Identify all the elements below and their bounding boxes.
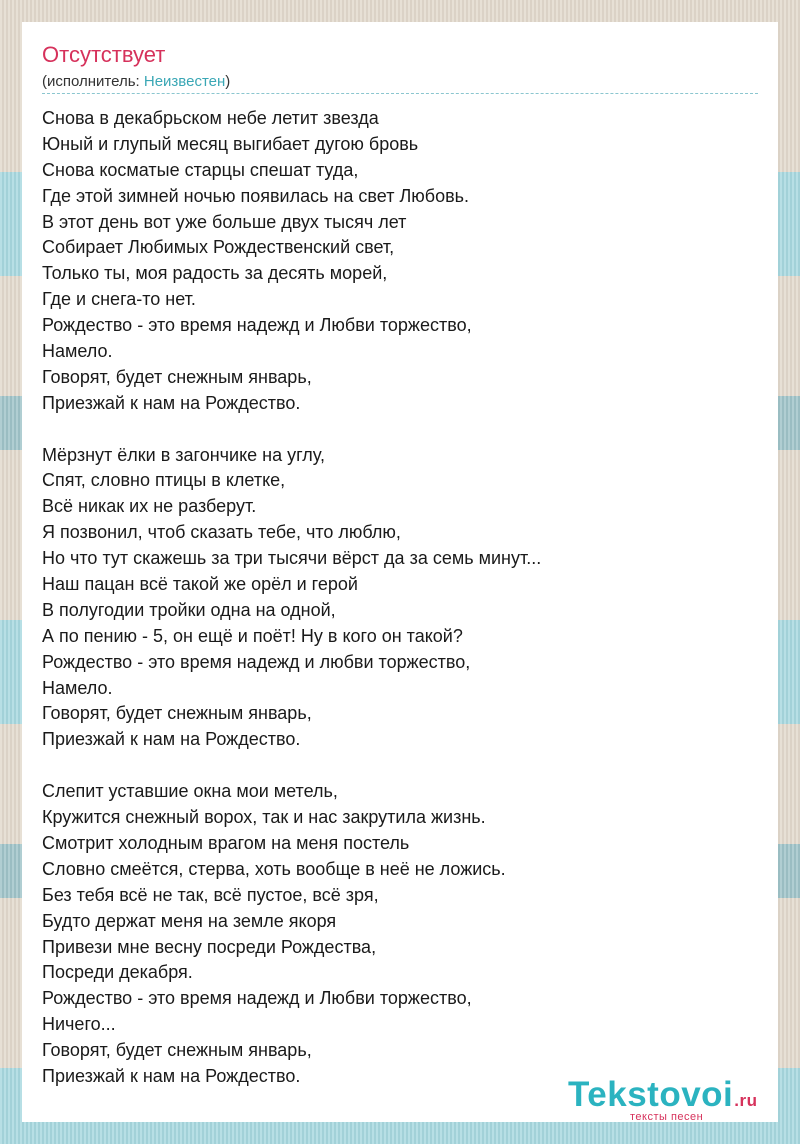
lyric-line: Собирает Любимых Рождественский свет,	[42, 237, 395, 258]
lyric-line: Рождество - это время надежд и Любви торжество,	[42, 315, 472, 336]
lyric-line: Спят, словно птицы в клетке,	[42, 470, 286, 491]
lyrics-card	[22, 22, 778, 1122]
lyric-line: В полугодии тройки одна на одной,	[42, 599, 336, 620]
lyric-line: Кружится снежный ворох, так и нас закрутила жизнь.	[42, 807, 486, 828]
lyric-line: В этот день вот уже больше двух тысяч лет	[42, 211, 407, 232]
lyric-line: Привези мне весну посреди Рождества,	[42, 936, 377, 957]
lyric-line: Говорят, будет снежным январь,	[42, 366, 312, 387]
lyric-line: А по пению - 5, он ещё и поёт! Ну в кого он такой?	[42, 625, 463, 646]
dashed-divider	[42, 93, 758, 94]
logo-domain: .ru	[734, 1091, 758, 1110]
artist-suffix: )	[225, 73, 231, 90]
lyric-line: Говорят, будет снежным январь,	[42, 1040, 312, 1061]
lyric-line: Снова в декабрьском небе летит звезда	[42, 108, 379, 128]
lyric-line: Словно смеётся, стерва, хоть вообще в неё не ложись.	[42, 858, 506, 879]
lyric-line: Только ты, моя радость за десять морей,	[42, 263, 388, 284]
stanza-gap	[42, 753, 762, 779]
lyric-line: Слепит уставшие окна мои метель,	[42, 781, 338, 802]
stanza-gap	[42, 417, 762, 443]
lyric-line: Смотрит холодным врагом на меня постель	[42, 832, 410, 853]
lyric-line: Рождество - это время надежд и любви торжество,	[42, 651, 471, 672]
artist-line	[42, 73, 230, 90]
lyric-line: Всё никак их не разберут.	[42, 496, 257, 517]
artist-link[interactable]: Неизвестен	[143, 73, 226, 90]
lyric-line: Но что тут скажешь за три тысячи вёрст да за семь минут...	[42, 548, 542, 569]
artist-prefix: (исполнитель:	[42, 73, 144, 90]
lyric-line: Где и снега-то нет.	[42, 289, 196, 310]
lyric-line: Намело.	[42, 341, 113, 362]
song-title: Отсутствует	[42, 42, 166, 67]
lyric-line: Где этой зимней ночью появилась на свет Любовь.	[42, 185, 470, 206]
lyric-line: Я позвонил, чтоб сказать тебе, что люблю,	[42, 522, 401, 543]
lyric-line: Наш пацан всё такой же орёл и герой	[42, 574, 358, 595]
logo-name: Tekstovoi	[568, 1075, 734, 1114]
lyric-line: Посреди декабря.	[42, 962, 193, 983]
lyric-line: Мёрзнут ёлки в загончике на углу,	[42, 444, 325, 465]
lyric-line: Снова косматые старцы спешат туда,	[42, 159, 359, 180]
lyric-line: Приезжай к нам на Рождество.	[42, 392, 301, 413]
lyric-line: Приезжай к нам на Рождество.	[42, 729, 301, 750]
lyric-line: Говорят, будет снежным январь,	[42, 703, 312, 724]
lyric-line: Будто держат меня на земле якоря	[42, 910, 337, 931]
lyrics-body	[42, 106, 762, 1090]
logo-tagline: тексты песен	[630, 1111, 704, 1123]
lyric-line: Без тебя всё не так, всё пустое, всё зря,	[42, 884, 379, 905]
lyric-line: Рождество - это время надежд и Любви торжество,	[42, 988, 472, 1009]
lyric-line: Ничего...	[42, 1014, 116, 1035]
lyric-line: Намело.	[42, 677, 113, 698]
lyric-line: Юный и глупый месяц выгибает дугою бровь	[42, 133, 419, 154]
lyric-line: Приезжай к нам на Рождество.	[42, 1065, 301, 1086]
site-logo[interactable]	[568, 1075, 758, 1115]
